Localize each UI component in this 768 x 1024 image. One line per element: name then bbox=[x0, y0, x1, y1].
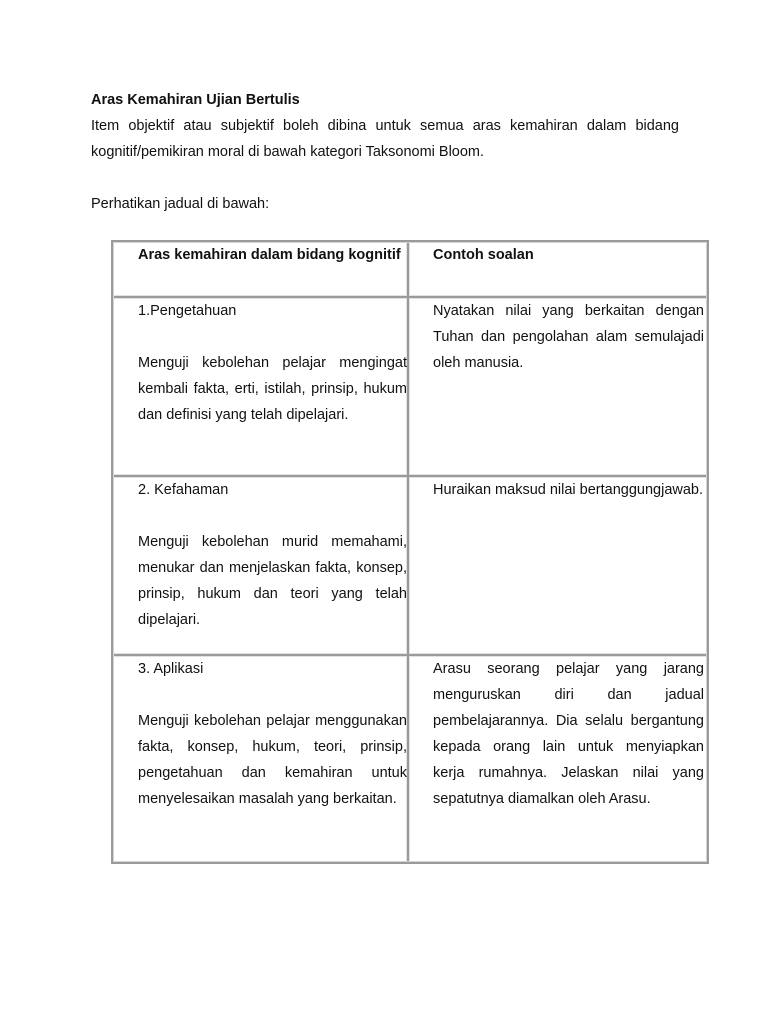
example-cell bbox=[408, 297, 708, 476]
section-heading: Aras Kemahiran Ujian Bertulis bbox=[91, 92, 300, 108]
intro-paragraph: Item objektif atau subjektif boleh dibina untuk semua aras kemahiran dalam bidang kognitif/pemikiran moral di bawah kategori Taksonomi Bloom. bbox=[91, 118, 679, 160]
level-title: 1.Pengetahuan bbox=[138, 303, 237, 319]
level-cell bbox=[112, 655, 408, 863]
document-body bbox=[91, 87, 679, 217]
header-example-label: Contoh soalan bbox=[433, 247, 534, 263]
example-question: Nyatakan nilai yang berkaitan dengan Tuhan dan pengolahan alam semulajadi oleh manusia. bbox=[433, 303, 704, 371]
level-title: 3. Aplikasi bbox=[138, 661, 204, 677]
header-cell-example bbox=[408, 241, 708, 297]
level-description: Menguji kebolehan pelajar mengingat kembali fakta, erti, istilah, prinsip, hukum dan definisi yang telah dipelajari. bbox=[138, 355, 407, 423]
level-description: Menguji kebolehan murid memahami, menukar dan menjelaskan fakta, konsep, prinsip, hukum dan teori yang telah dipelajari. bbox=[138, 534, 407, 628]
header-cell-level bbox=[112, 241, 408, 297]
table-row bbox=[112, 297, 708, 476]
taxonomy-table bbox=[111, 240, 709, 864]
example-cell bbox=[408, 655, 708, 863]
example-question: Huraikan maksud nilai bertanggungjawab. bbox=[433, 482, 704, 498]
example-question: Arasu seorang pelajar yang jarang menguruskan diri dan jadual pembelajarannya. Dia selalu bergantung kepada orang lain untuk menyiapkan kerja rumahnya. Jelaskan nilai yang sepatutnya diamalkan oleh Arasu. bbox=[433, 661, 704, 807]
table-row bbox=[112, 655, 708, 863]
header-level-label: Aras kemahiran dalam bidang kognitif bbox=[138, 247, 401, 263]
table-intro: Perhatikan jadual di bawah: bbox=[91, 196, 270, 212]
level-description: Menguji kebolehan pelajar menggunakan fakta, konsep, hukum, teori, prinsip, pengetahuan dan kemahiran untuk menyelesaikan masalah yang berkaitan. bbox=[138, 713, 407, 807]
level-title: 2. Kefahaman bbox=[138, 482, 229, 498]
level-cell bbox=[112, 476, 408, 655]
level-cell bbox=[112, 297, 408, 476]
example-cell bbox=[408, 476, 708, 655]
table-header-row bbox=[112, 241, 708, 297]
table-row bbox=[112, 476, 708, 655]
